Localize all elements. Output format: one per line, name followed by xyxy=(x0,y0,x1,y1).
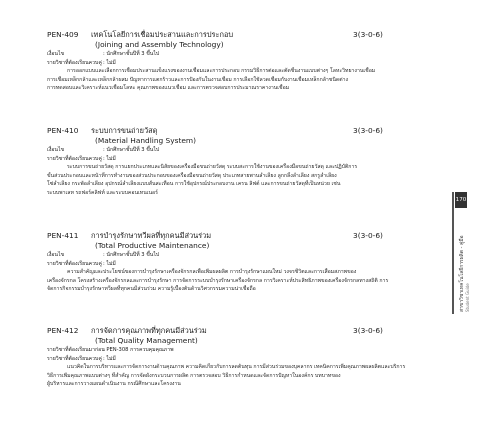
condition-label: เงื่อนไข xyxy=(47,252,65,258)
condition-label: เงื่อนไข xyxy=(47,147,65,153)
prereq-row xyxy=(47,355,447,364)
course-heading xyxy=(47,325,447,336)
description-line: จัดการกิจกรรมบำรุงรักษาทวีผลที่ทุกคนมีส่วนร่วม ความรู้เบื้องต้นด้านวิศวกรรมความน่าเชื่อถือ xyxy=(47,286,256,293)
description-line: ขั้นส่วนประกอบและหน้าที่การทำงานของส่วนประกอบของเครื่องมือขนถ่ายวัสดุ ประเภทสายพานลำเลียง ลูกกลิ้งลำเลียง สกรูลำเลียง xyxy=(47,172,337,179)
course-block xyxy=(47,29,447,93)
description-line: ระบบการขนถ่ายวัสดุ การแยกประเภทและนิสัยของเครื่องมือขนถ่ายวัสดุ ระบบสะการใช้งานของเครื่องมือขนถ่ายวัสดุ และปฏิบัติการ xyxy=(67,164,358,171)
course-credits: 3(3-0-6) xyxy=(353,231,383,240)
prereq-value: : ไม่มี xyxy=(103,59,116,66)
course-heading xyxy=(47,29,447,40)
side-tab xyxy=(452,192,470,314)
prereq-value: : ไม่มี xyxy=(103,155,116,162)
course-description xyxy=(47,163,447,197)
page-number: 170 xyxy=(455,192,467,208)
course-title-english: (Total Productive Maintenance) xyxy=(95,241,210,250)
course-title-thai: เทคโนโลยีการเชื่อมประสานและการประกอบ xyxy=(91,30,234,39)
prereq-value: : ไม่มี xyxy=(103,260,116,267)
course-credits: 3(3-0-6) xyxy=(353,126,383,135)
condition-label: รายวิชาที่ต้องเรียนมาก่อน xyxy=(47,347,105,353)
description-line: เครื่องจักรกล โครงสร้างเครื่องจักรกลและการบำรุงรักษา การจัดการระบบบำรุงรักษาเครื่องจักรกล การวิเคราะห์ประสิทธิภาพของเครื่องจักรกลทางสถิติ การ xyxy=(47,277,389,284)
prereq-value: : ไม่มี xyxy=(103,355,116,362)
course-title-english: (Total Quality Management) xyxy=(95,336,198,345)
course-title-thai: การบำรุงรักษาทวีผลที่ทุกคนมีส่วนร่วม xyxy=(91,231,212,240)
side-divider xyxy=(452,192,454,314)
description-line: ระบบพาเลท รถฟอร์คลิฟท์ และระบบคอนเทนเนอร์ xyxy=(47,189,158,196)
prereq-label: รายวิชาที่ต้องเรียนควบคู่ xyxy=(47,355,102,362)
prereq-label: รายวิชาที่ต้องเรียนควบคู่ xyxy=(47,260,102,267)
description-line: แนวคิดในการบริหารและการจัดการงานด้านคุณภาพ ความคิดเกี่ยวกับการลดต้นทุน การมีส่วนร่วมของบุคลากร เทคนิคการเพิ่มคุณภาพผลผลิตและบริการ xyxy=(67,364,406,371)
course-code: PEN-409 xyxy=(47,30,79,39)
condition-value: : นักศึกษาชั้นปีที่ 3 ขึ้นไป xyxy=(103,147,160,153)
description-line: วิธีการเพิ่มคุณภาพแบบต่างๆ ที่สำคัญ การจัดผังกระบวนการผลิต การตรวจสอบ วิธีการกำหนดและจัดการปัญหาในองค์กร บทบาทของ xyxy=(47,372,341,379)
course-heading xyxy=(47,125,447,136)
course-description xyxy=(47,268,447,294)
condition-row xyxy=(47,251,447,260)
description-line: ความสำคัญและประโยชน์ของการบำรุงรักษาเครื่องจักรกลเพื่อเพิ่มผลผลิต การบำรุงรักษาแผนใหม่ วงจรชีวิตและการเสื่อมสภาพของ xyxy=(67,269,357,276)
prereq-label: รายวิชาที่ต้องเรียนควบคู่ xyxy=(47,155,102,162)
course-code: PEN-410 xyxy=(47,126,79,135)
course-heading xyxy=(47,230,447,241)
condition-label: เงื่อนไข xyxy=(47,51,65,57)
description-line: การออกแบบและเลือกการเชื่อมประสานแข็งแรงของงานเชื่อมและการประกอบ กรรมวิธีการต่อและตัดชิ้นงานแบบต่างๆ โลหะวิทยางานเชื่อม xyxy=(67,68,376,75)
condition-row xyxy=(47,146,447,155)
course-title-english: (Material Handling System) xyxy=(95,136,196,145)
course-credits: 3(3-0-6) xyxy=(353,30,383,39)
condition-value: : PEN-308 การควบคุมคุณภาพ xyxy=(103,347,174,353)
course-code: PEN-411 xyxy=(47,231,79,240)
course-title-thai: การจัดการคุณภาพที่ทุกคนมีส่วนร่วม xyxy=(91,326,207,335)
course-description xyxy=(47,363,447,389)
description-line: การทดสอบและวิเคราะห์แนวเชื่อมโลหะ คุณภาพของแนวเชื่อม และการตรวจสอบการประมาณราคางานเชื่อม xyxy=(47,85,290,92)
course-credits: 3(3-0-6) xyxy=(353,326,383,335)
prereq-row xyxy=(47,260,447,269)
course-code: PEN-412 xyxy=(47,326,79,335)
course-block xyxy=(47,230,447,294)
course-title-thai: ระบบการขนถ่ายวัสดุ xyxy=(91,126,158,135)
condition-row xyxy=(47,346,447,355)
course-block xyxy=(47,125,447,198)
course-block xyxy=(47,325,447,389)
prereq-row xyxy=(47,155,447,164)
section-subtitle: Student Guide xyxy=(465,283,470,312)
description-line: โซ่ลำเลียง กระพ้อลำเลียง อุปกรณ์ลำเลียงแบบสั่นสะเทือน การใช้อุปกรณ์ประกอบงาน เครน ลิฟต์ และการขนถ่ายวัสดุที่เป็นหน่วย เช่น xyxy=(47,181,341,188)
section-title: สาขาวิชาเทคโนโลยีการผลิต - คู่มือ xyxy=(459,235,465,312)
condition-value: : นักศึกษาชั้นปีที่ 3 ขึ้นไป xyxy=(103,51,160,57)
course-description xyxy=(47,67,447,93)
prereq-label: รายวิชาที่ต้องเรียนควบคู่ xyxy=(47,59,102,66)
prereq-row xyxy=(47,59,447,68)
course-title-english: (Joining and Assembly Technology) xyxy=(95,40,224,49)
condition-row xyxy=(47,50,447,59)
condition-value: : นักศึกษาชั้นปีที่ 3 ขึ้นไป xyxy=(103,252,160,258)
description-line: การเชื่อมเหล็กกล้าและเหล็กกล้าผสม ปัญหาการแตกร้าวและการป้องกันในงานเชื่อม การเลือกใช้ลวดเชื่อมกับงานเชื่อมเหล็กกล้าชนิดต่าง xyxy=(47,76,349,83)
description-line: ผู้บริหารและการวางแผนดำเนินงาน กรณีศึกษาและโครงงาน xyxy=(47,381,181,388)
